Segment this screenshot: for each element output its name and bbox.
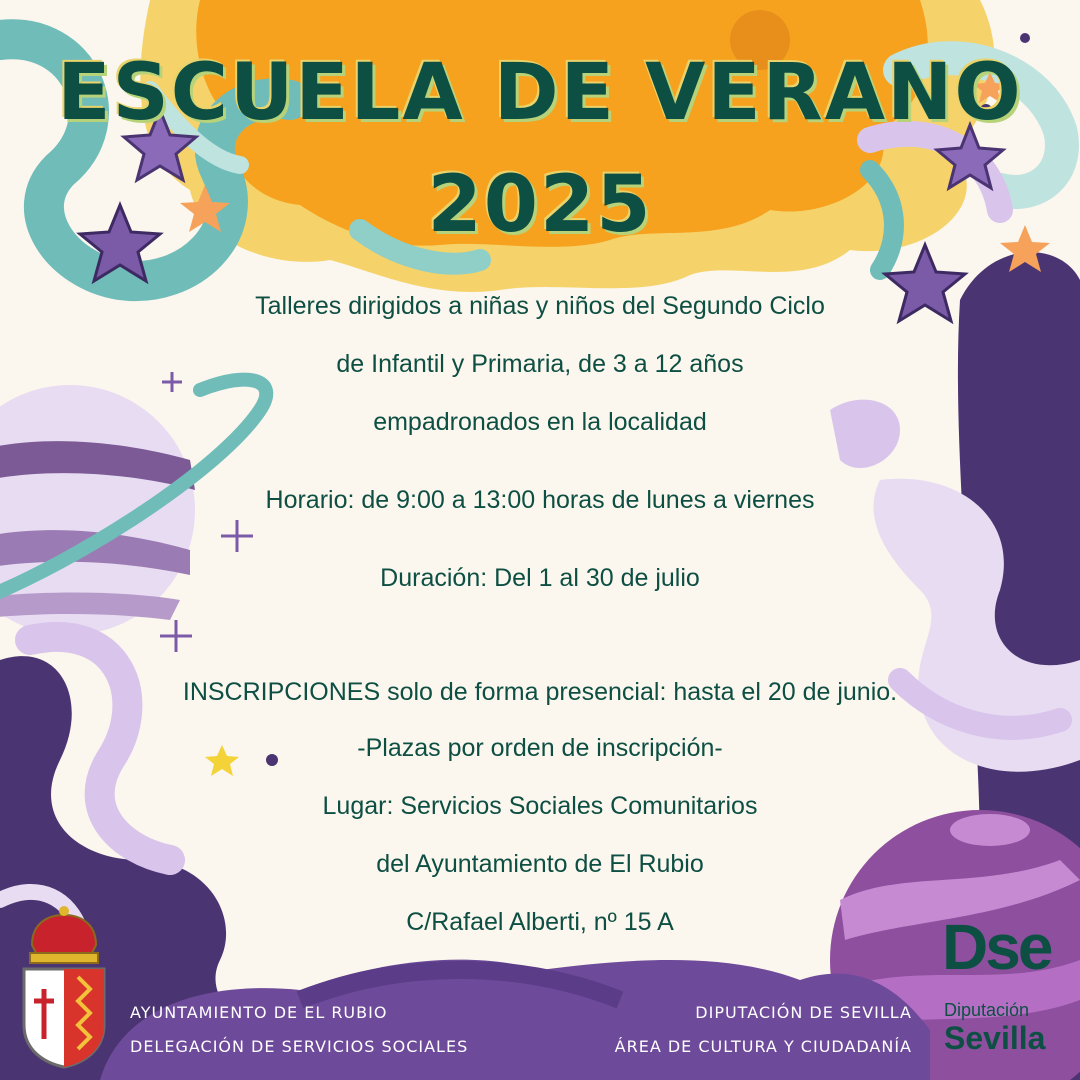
- footer-org-right-1: DIPUTACIÓN DE SEVILLA: [695, 1003, 912, 1022]
- address-line: C/Rafael Alberti, nº 15 A: [406, 908, 674, 936]
- schedule-line: Horario: de 9:00 a 13:00 horas de lunes a viernes: [265, 486, 815, 514]
- registration-line: INSCRIPCIONES solo de forma presencial: hasta el 20 de junio.: [182, 678, 898, 706]
- coat-of-arms-icon: [18, 905, 110, 1070]
- places-line: -Plazas por orden de inscripción-: [357, 734, 723, 762]
- logo-line-1: Diputación: [944, 1000, 1030, 1020]
- location-line: Lugar: Servicios Sociales Comunitarios: [322, 792, 758, 820]
- diputacion-logo-icon: Dse: [942, 911, 1051, 983]
- footer-org-left-1: AYUNTAMIENTO DE EL RUBIO: [130, 1003, 388, 1022]
- info-line: de Infantil y Primaria, de 3 a 12 años: [336, 350, 744, 378]
- footer-org-left-2: DELEGACIÓN DE SERVICIOS SOCIALES: [130, 1037, 469, 1056]
- logo-line-2: Sevilla: [944, 1020, 1046, 1056]
- duration-line: Duración: Del 1 al 30 de julio: [380, 564, 700, 592]
- page-title-year: 2025: [427, 160, 653, 250]
- page-title: ESCUELA DE VERANO: [57, 48, 1023, 138]
- footer-org-right-2: ÁREA DE CULTURA Y CIUDADANÍA: [614, 1037, 912, 1056]
- info-line: empadronados en la localidad: [373, 408, 707, 436]
- location-line: del Ayuntamiento de El Rubio: [376, 850, 704, 878]
- info-line: Talleres dirigidos a niñas y niños del Segundo Ciclo: [255, 292, 825, 320]
